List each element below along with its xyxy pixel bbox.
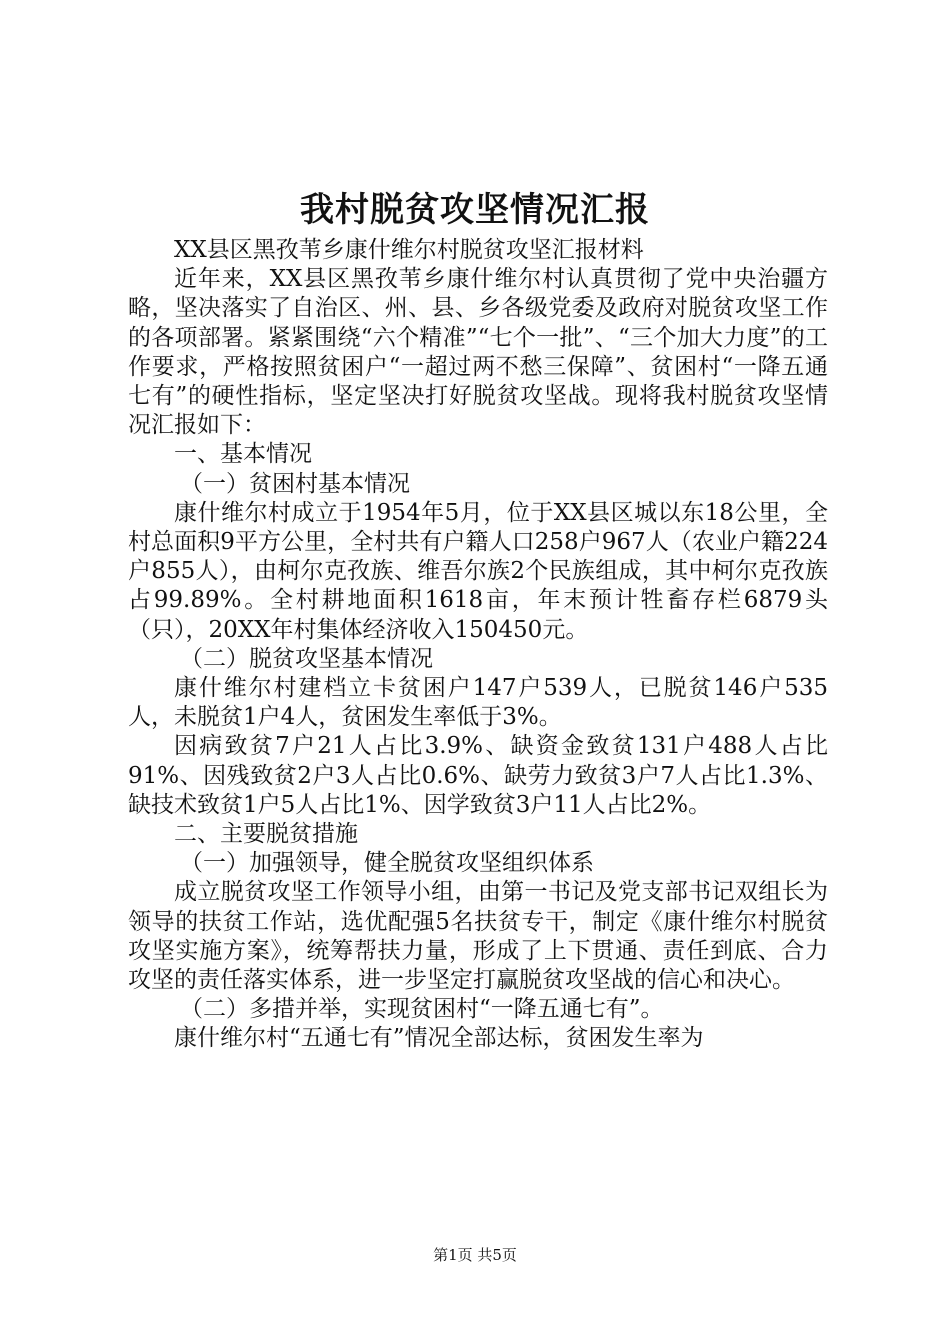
- intro-paragraph: 近年来，XX县区黑孜苇乡康什维尔村认真贯彻了党中央治疆方略，坚决落实了自治区、州、县、乡各级党委及政府对脱贫攻坚工作的各项部署。紧紧围绕“六个精准”“七个一批”、“三个加大力度”的工作要求，严格按照贫困户“一超过两不愁三保障”、贫困村“一降五通七有”的硬性指标，坚定坚决打好脱贫攻坚战。现将我村脱贫攻坚情况汇报如下：: [128, 266, 828, 439]
- subsection-heading-measures: （二）多措并举，实现贫困村“一降五通七有”。: [180, 996, 664, 1023]
- document-body: [128, 236, 828, 1054]
- page-footer: 第1页 共5页: [433, 1246, 517, 1264]
- poverty-status-paragraph: 康什维尔村建档立卡贫困户147户539人，已脱贫146户535人，未脱贫1户4人，贫困发生率低于3%。: [128, 675, 828, 731]
- section-heading-basic: 一、基本情况: [174, 441, 312, 468]
- subsection-heading-poverty: （二）脱贫攻坚基本情况: [180, 645, 433, 672]
- section-heading-measures: 二、主要脱贫措施: [174, 821, 358, 848]
- leadership-paragraph: 成立脱贫攻坚工作领导小组，由第一书记及党支部书记双组长为领导的扶贫工作站，选优配强5名扶贫专干，制定《康什维尔村脱贫攻坚实施方案》，统筹帮扶力量，形成了上下贯通、责任到底、合力攻坚的责任落实体系，进一步坚定打赢脱贫攻坚战的信心和决心。: [128, 879, 828, 994]
- subsection-heading-village: （一）贫困村基本情况: [180, 470, 410, 497]
- subsection-heading-leadership: （一）加强领导，健全脱贫攻坚组织体系: [180, 850, 594, 877]
- page-title: 我村脱贫攻坚情况汇报: [300, 190, 650, 230]
- subtitle-paragraph: XX县区黑孜苇乡康什维尔村脱贫攻坚汇报材料: [174, 237, 644, 263]
- poverty-causes-paragraph: 因病致贫7户21人占比3.9%、缺资金致贫131户488人占比91%、因残致贫2户3人占比0.6%、缺劳力致贫3户7人占比1.3%、缺技术致贫1户5人占比1%、因学致贫3户11人占比2%。: [128, 733, 828, 818]
- standards-paragraph: 康什维尔村“五通七有”情况全部达标，贫困发生率为: [174, 1025, 704, 1052]
- village-info-paragraph: 康什维尔村成立于1954年5月，位于XX县区城以东18公里，全村总面积9平方公里，全村共有户籍人口258户967人（农业户籍224户855人），由柯尔克孜族、维吾尔族2个民族组成，其中柯尔克孜族占99.89%。全村耕地面积1618亩，年末预计牲畜存栏6879头（只），20XX年村集体经济收入150450元。: [128, 499, 828, 643]
